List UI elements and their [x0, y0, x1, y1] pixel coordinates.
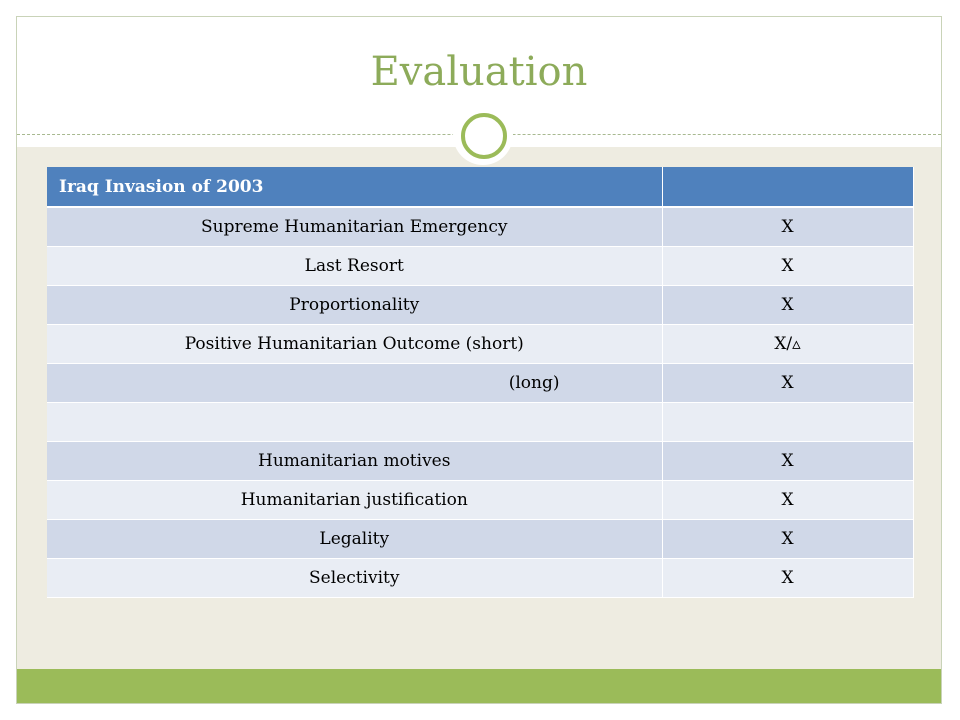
slide-title: Evaluation [370, 49, 588, 95]
ornament-ring [461, 113, 507, 159]
table-header-cell [662, 167, 913, 207]
rating-cell: X [662, 558, 913, 597]
table-row [47, 558, 913, 597]
criterion-cell: Proportionality [47, 285, 662, 324]
rating-cell: X [662, 480, 913, 519]
table-row [47, 285, 913, 324]
footer-bar [17, 669, 941, 704]
table-row [47, 519, 913, 558]
table-row [47, 402, 913, 441]
rating-cell: X [662, 441, 913, 480]
rating-cell: X/▵ [662, 324, 913, 363]
table-row [47, 363, 913, 402]
table-header-cell: Iraq Invasion of 2003 [47, 167, 662, 207]
circle-ornament-icon [453, 105, 513, 165]
criterion-cell: Humanitarian motives [47, 441, 662, 480]
table-row [47, 246, 913, 285]
table-row [47, 480, 913, 519]
criterion-cell: Humanitarian justification [47, 480, 662, 519]
criterion-cell: (long) [47, 363, 662, 402]
criterion-cell [47, 402, 662, 441]
criterion-cell: Last Resort [47, 246, 662, 285]
rating-cell: X [662, 207, 913, 246]
table-row [47, 441, 913, 480]
criterion-cell: Positive Humanitarian Outcome (short) [47, 324, 662, 363]
rating-cell: X [662, 246, 913, 285]
rating-cell: X [662, 363, 913, 402]
evaluation-table [47, 167, 914, 598]
table-row [47, 207, 913, 246]
criterion-cell: Legality [47, 519, 662, 558]
criterion-cell: Selectivity [47, 558, 662, 597]
rating-cell: X [662, 285, 913, 324]
table-header-row [47, 167, 913, 207]
rating-cell: X [662, 519, 913, 558]
table-row [47, 324, 913, 363]
criterion-cell: Supreme Humanitarian Emergency [47, 207, 662, 246]
rating-cell [662, 402, 913, 441]
